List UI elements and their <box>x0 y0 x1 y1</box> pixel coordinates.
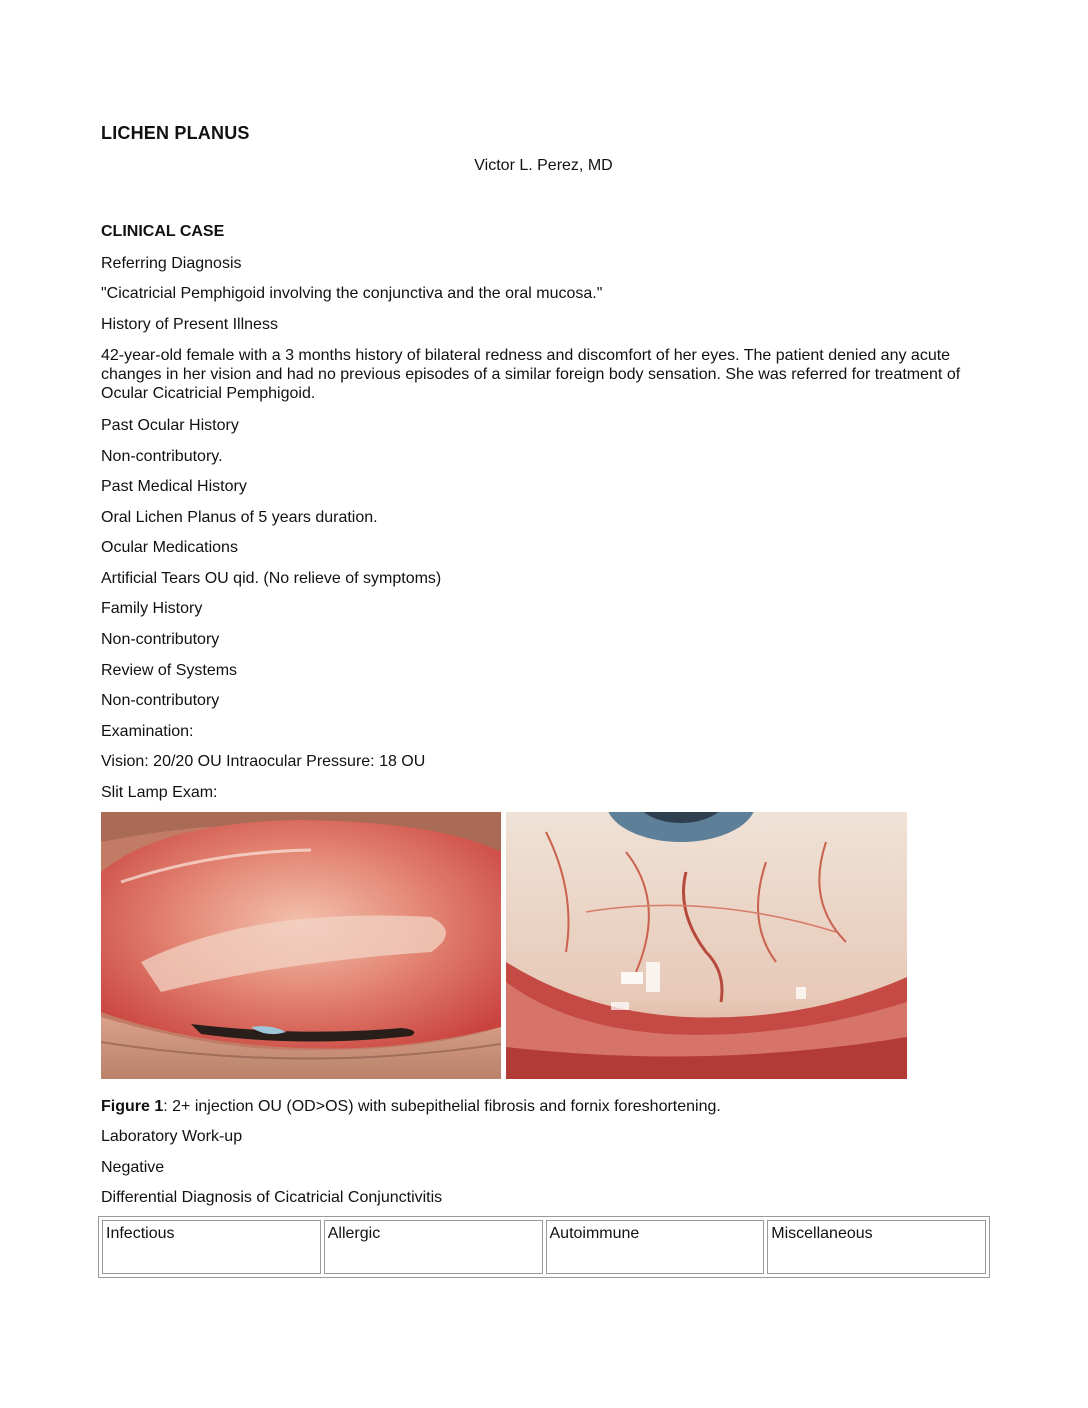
ocular-medications-text: Artificial Tears OU qid. (No relieve of symptoms) <box>101 570 442 587</box>
vision-iop-text: Vision: 20/20 OU Intraocular Pressure: 18 OU <box>101 753 426 770</box>
label-ocular-medications: Ocular Medications <box>101 539 238 556</box>
figure-caption-text: : 2+ injection OU (OD>OS) with subepithelial fibrosis and fornix foreshortening. <box>163 1098 721 1115</box>
past-ocular-history-text: Non-contributory. <box>101 448 223 465</box>
table-header-infectious: Infectious <box>102 1220 321 1274</box>
label-family-history: Family History <box>101 600 203 617</box>
figure-label: Figure 1 <box>101 1098 164 1115</box>
table-row <box>102 1220 986 1274</box>
review-of-systems-text: Non-contributory <box>101 692 220 709</box>
figure-images <box>101 812 907 1079</box>
slit-lamp-photo-right <box>506 812 907 1079</box>
label-laboratory-workup: Laboratory Work-up <box>101 1128 243 1145</box>
label-review-of-systems: Review of Systems <box>101 662 238 679</box>
label-history-present-illness: History of Present Illness <box>101 316 278 333</box>
label-differential-diagnosis: Differential Diagnosis of Cicatricial Conjunctivitis <box>101 1189 443 1206</box>
label-examination: Examination: <box>101 723 194 740</box>
document-title: LICHEN PLANUS <box>101 123 250 143</box>
label-past-ocular-history: Past Ocular History <box>101 417 239 434</box>
table-header-autoimmune: Autoimmune <box>546 1220 765 1274</box>
laboratory-workup-text: Negative <box>101 1159 165 1176</box>
label-slit-lamp-exam: Slit Lamp Exam: <box>101 784 218 801</box>
past-medical-history-text: Oral Lichen Planus of 5 years duration. <box>101 509 378 526</box>
label-referring-diagnosis: Referring Diagnosis <box>101 255 242 272</box>
slit-lamp-photo-left <box>101 812 501 1079</box>
table-header-allergic: Allergic <box>324 1220 543 1274</box>
referring-diagnosis-text: "Cicatricial Pemphigoid involving the conjunctiva and the oral mucosa." <box>101 285 603 302</box>
history-present-illness-text: 42-year-old female with a 3 months history of bilateral redness and discomfort of her eyes. The patient denied any acute changes in her vision and had no previous episodes of a similar foreign body sensation. She was referred for treatment of Ocular Cicatricial Pemphigoid. <box>101 347 961 402</box>
family-history-text: Non-contributory <box>101 631 220 648</box>
author-line: Victor L. Perez, MD <box>474 157 613 174</box>
label-past-medical-history: Past Medical History <box>101 478 247 495</box>
figure-caption <box>101 1097 991 1116</box>
table-header-miscellaneous: Miscellaneous <box>767 1220 986 1274</box>
differential-diagnosis-table <box>98 1216 990 1278</box>
section-heading: CLINICAL CASE <box>101 223 225 240</box>
